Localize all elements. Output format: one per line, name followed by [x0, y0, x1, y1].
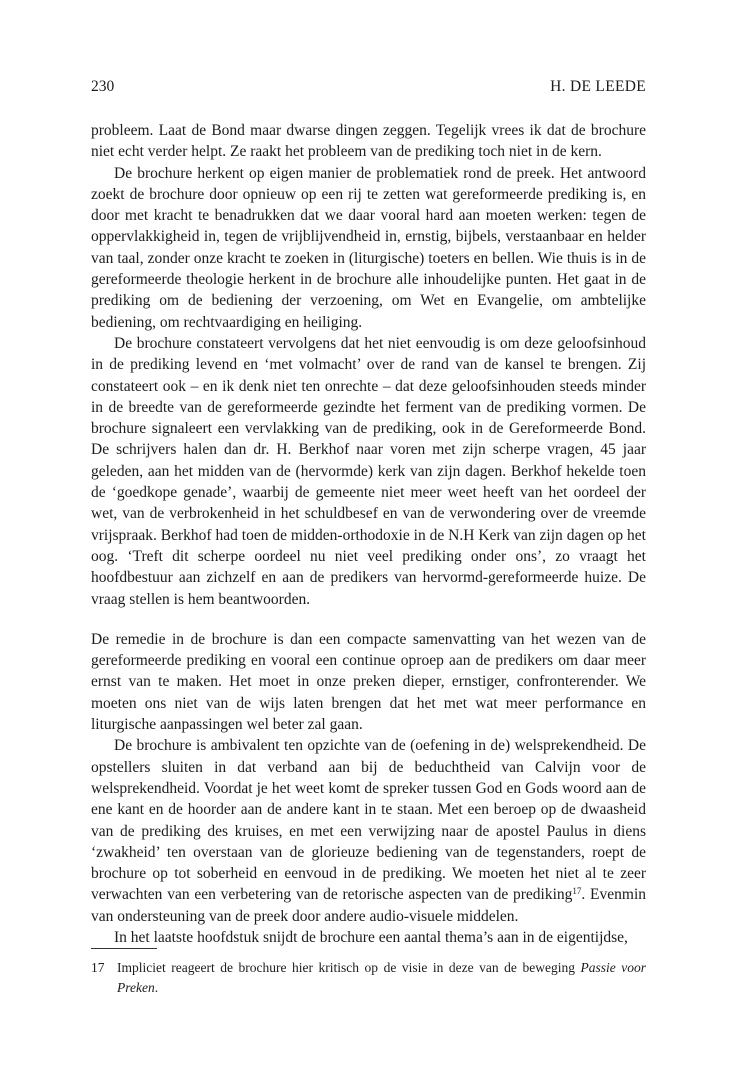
- section-gap: [91, 610, 646, 629]
- footnote-separator: [91, 948, 157, 949]
- footnote-number: 17: [91, 960, 105, 975]
- running-header: [91, 78, 646, 98]
- running-head-author: H. DE LEEDE: [550, 78, 646, 95]
- footnote-reference[interactable]: 17: [572, 886, 582, 897]
- footnote-text: [117, 958, 646, 998]
- paragraph: De remedie in de brochure is dan een compacte samenvatting van het wezen van de gereformeerde prediking en vooral een continue oproep aan de predikers om daar meer ernst van te maken. Het moet in onze preken dieper, ernstiger, confronterender. We moeten ons niet van de wijs laten brengen dat het met wat meer performance en liturgische aanpassingen wel beter zal gaan.: [91, 630, 646, 734]
- paragraph-text: De brochure is ambivalent ten opzichte van de (oefening in de) welsprekendheid. De opstellers sluiten in dat verband aan bij de beduchtheid van Calvijn voor de welsprekendheid. Voordat je het weet komt de spreker tussen God en Gods woord aan de ene kant en de hoorder aan de andere kant in te staan. Met een beroep op de dwaasheid van de prediking des kruises, en met een verwijzing naar de apostel Paulus in diens ‘zwakheid’ ten overstaan van de glorieuze bediening van de tegenstanders, roept de brochure op tot soberheid en eenvoud in de prediking. We moeten het niet al te zeer verwachten van een verbetering van de retorische aspecten van de prediking: [91, 737, 646, 904]
- paragraph: In het laatste hoofdstuk snijdt de brochure een aantal thema’s aan in de eigentijdse,: [114, 928, 628, 946]
- paragraph: [91, 735, 646, 927]
- page-number: 230: [91, 78, 115, 95]
- footnote-end: .: [154, 980, 159, 995]
- paragraph: De brochure constateert vervolgens dat het niet eenvoudig is om deze geloofsinhoud in de prediking levend en ‘met volmacht’ over de rand van de kansel te brengen. Zij constateert ook – en ik denk niet ten onrechte – dat deze geloofsinhouden steeds minder in de breedte van de gereformeerde gezindte het ferment van de prediking vormen. De brochure signaleert een vervlakking van de prediking, ook in de Gereformeerde Bond. De schrijvers halen dan dr. H. Berkhof naar voren met zijn scherpe vragen, 45 jaar geleden, aan het midden van de (hervormde) kerk van zijn dagen. Berkhof hekelde toen de ‘goedkope genade’, waarbij de gemeente niet meer weet heeft van het oordeel der wet, van de verbrokenheid in het schuldbesef en van de verwondering over de vreemde vrijspraak. Berkhof had toen de midden-orthodoxie in de N.H Kerk van zijn dagen op het oog. ‘Treft dit scherpe oordeel nu niet veel prediking onder ons’, zo vraagt het hoofdbestuur aan zichzelf en aan de predikers van hervormd-gereformeerde huize. De vraag stellen is hem beantwoorden.: [91, 334, 646, 608]
- footnote-body: Impliciet reageert de brochure hier kritisch op de visie in deze van de beweging: [117, 960, 581, 975]
- paragraph: probleem. Laat de Bond maar dwarse dingen zeggen. Tegelijk vrees ik dat de brochure niet echt verder helpt. Ze raakt het probleem van de prediking toch niet in de kern.: [91, 122, 646, 161]
- paragraph-text-tail: . Evenmin van ondersteuning van de preek door andere audio-visuele middelen.: [91, 886, 647, 925]
- footnote-italic-title: Passie voor Preken: [117, 960, 646, 995]
- paragraph: De brochure herkent op eigen manier de problematiek rond de preek. Het antwoord zoekt de brochure door opnieuw op een rij te zetten wat gereformeerde prediking is, en door met kracht te benadrukken dat we daar vooral hard aan moeten werken: tegen de oppervlakkigheid in, tegen de vrijblijvendheid in, ernstig, bijbels, verstaanbaar en helder van taal, zonder onze kracht te zoeken in (liturgische) toeters en bellen. Wie thuis is in de gereformeerde theologie herkent in de brochure alle inhoudelijke punten. Het gaat in de prediking om de bediening der verzoening, om Wet en Evangelie, om ambtelijke bediening, om rechtvaardiging en heiliging.: [91, 164, 646, 331]
- main-text: [91, 120, 646, 948]
- footnote: [91, 958, 646, 998]
